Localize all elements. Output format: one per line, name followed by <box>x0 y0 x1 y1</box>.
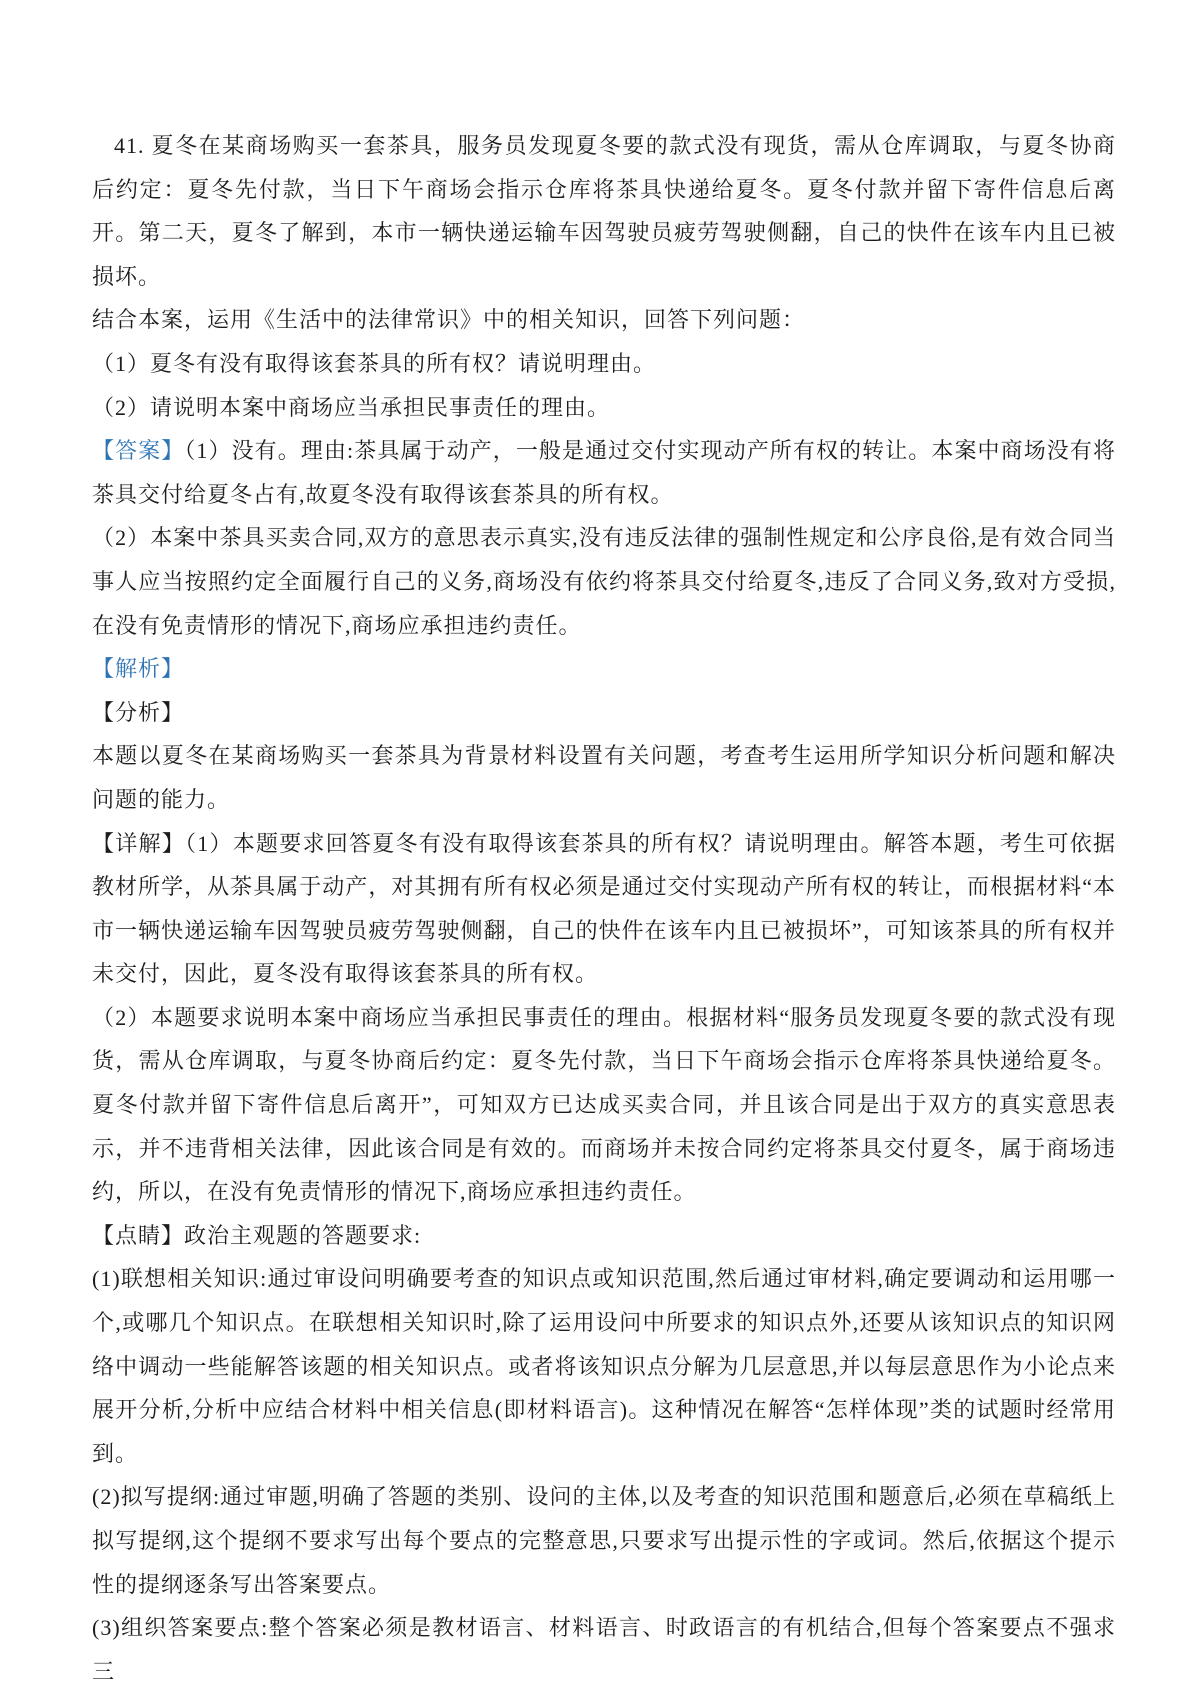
dianjing-paragraph <box>92 1214 1116 1258</box>
jiexi-label: 【解析】 <box>92 656 185 682</box>
answer-paragraph-2 <box>92 516 1116 647</box>
dianjing-point-3 <box>92 1606 1116 1693</box>
dianjing-label: 【点睛】 <box>92 1222 185 1248</box>
dianjing-point-2-text: (2)拟写提纲:通过审题,明确了答题的类别、设问的主体,以及考查的知识范围和题意后,必须在草稿纸上拟写提纲,这个提纲不要求写出每个要点的完整意思,只要求写出提示性的字或词。然后,依据这个提示性的提纲逐条写出答案要点。 <box>92 1484 1116 1597</box>
dianjing-point-3-text: (3)组织答案要点:整个答案必须是教材语言、材料语言、时政语言的有机结合,但每个答案要点不强求三 <box>92 1615 1116 1684</box>
fenxi-section-label <box>92 691 1116 735</box>
dianjing-point-1-text: (1)联想相关知识:通过审设问明确要考查的知识点或知识范围,然后通过审材料,确定要调动和运用哪一个,或哪几个知识点。在联想相关知识时,除了运用设问中所要求的知识点外,还要从该知识点的知识网络中调动一些能解答该题的相关知识点。或者将该知识点分解为几层意思,并以每层意思作为小论点来展开分析,分析中应结合材料中相关信息(即材料语言)。这种情况在解答“怎样体现”类的试题时经常用到。 <box>92 1266 1116 1466</box>
sub-question-1 <box>92 342 1116 386</box>
fenxi-label: 【分析】 <box>92 699 185 725</box>
dianjing-intro-text: 政治主观题的答题要求: <box>184 1222 422 1248</box>
answer-paragraph-1 <box>92 429 1116 516</box>
dianjing-point-1 <box>92 1257 1116 1475</box>
answer-label: 【答案】 <box>92 438 185 464</box>
fenxi-text: 本题以夏冬在某商场购买一套茶具为背景材料设置有关问题，考查考生运用所学知识分析问题和解决问题的能力。 <box>92 743 1116 812</box>
question-stem-text: 41. 夏冬在某商场购买一套茶具，服务员发现夏冬要的款式没有现货，需从仓库调取，与夏冬协商后约定：夏冬先付款，当日下午商场会指示仓库将茶具快递给夏冬。夏冬付款并留下寄件信息后离开。第二天，夏冬了解到，本市一辆快递运输车因驾驶员疲劳驾驶侧翻，自己的快件在该车内且已被损坏。 <box>92 133 1116 289</box>
dianjing-point-2 <box>92 1475 1116 1606</box>
document-content <box>92 124 1116 1693</box>
sub-question-2-text: （2）请说明本案中商场应当承担民事责任的理由。 <box>92 394 611 420</box>
question-instruction <box>92 298 1116 342</box>
answer-part-2-text: （2）本案中茶具买卖合同,双方的意思表示真实,没有违反法律的强制性规定和公序良俗,是有效合同当事人应当按照约定全面履行自己的义务,商场没有依约将茶具交付给夏冬,违反了合同义务,致对方受损,在没有免责情形的情况下,商场应承担违约责任。 <box>92 525 1116 638</box>
answer-part-1-text: （1）没有。理由:茶具属于动产，一般是通过交付实现动产所有权的转让。本案中商场没有将茶具交付给夏冬占有,故夏冬没有取得该套茶具的所有权。 <box>92 438 1116 507</box>
sub-question-1-text: （1）夏冬有没有取得该套茶具的所有权？请说明理由。 <box>92 350 657 376</box>
xiangjie-label: 【详解】 <box>92 830 185 856</box>
sub-question-2 <box>92 386 1116 430</box>
xiangjie-part-1-text: （1）本题要求回答夏冬有没有取得该套茶具的所有权？请说明理由。解答本题，考生可依据教材所学，从茶具属于动产，对其拥有所有权必须是通过交付实现动产所有权的转让，而根据材料“本市一辆快递运输车因驾驶员疲劳驾驶侧翻，自己的快件在该车内且已被损坏”，可知该茶具的所有权并未交付，因此，夏冬没有取得该套茶具的所有权。 <box>92 830 1116 987</box>
xiangjie-paragraph-2 <box>92 996 1116 1214</box>
jiexi-section-label <box>92 647 1116 691</box>
xiangjie-paragraph-1 <box>92 822 1116 996</box>
fenxi-paragraph <box>92 734 1116 821</box>
question-instruction-text: 结合本案，运用《生活中的法律常识》中的相关知识，回答下列问题： <box>92 307 806 333</box>
xiangjie-part-2-text: （2）本题要求说明本案中商场应当承担民事责任的理由。根据材料“服务员发现夏冬要的款式没有现货，需从仓库调取，与夏冬协商后约定：夏冬先付款，当日下午商场会指示仓库将茶具快递给夏冬。夏冬付款并留下寄件信息后离开”，可知双方已达成买卖合同，并且该合同是出于双方的真实意思表示，并不违背相关法律，因此该合同是有效的。而商场并未按合同约定将茶具交付夏冬，属于商场违约，所以，在没有免责情形的情况下,商场应承担违约责任。 <box>92 1004 1116 1205</box>
question-stem <box>92 124 1116 298</box>
